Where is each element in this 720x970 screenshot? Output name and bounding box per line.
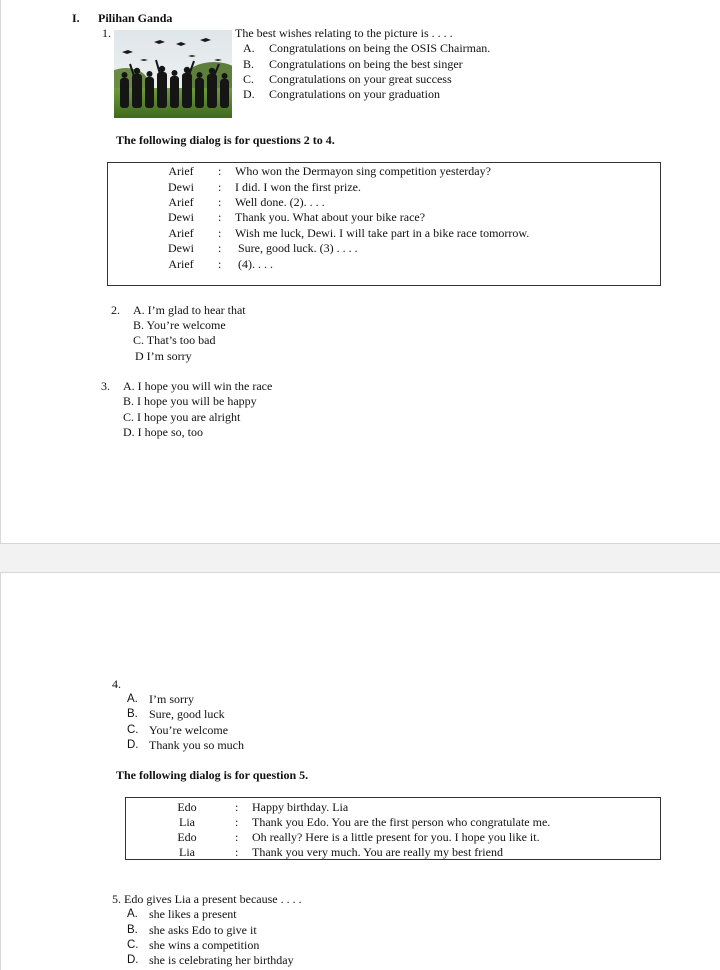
- dialog-speaker: Edo: [177, 830, 197, 844]
- dialog-line: [108, 226, 658, 241]
- dialog-line: [108, 257, 658, 272]
- dialog-line: [108, 180, 658, 195]
- q1-option-c-letter: C.: [243, 72, 255, 86]
- dialog-colon: :: [235, 830, 239, 844]
- q5-option-c-letter: C.: [127, 939, 139, 951]
- dialog-colon: :: [218, 195, 222, 209]
- dialog-speaker: Dewi: [168, 180, 194, 194]
- dialog-speaker: Arief: [168, 257, 194, 271]
- q5-option-d: she is celebrating her birthday: [149, 953, 294, 967]
- dialog-colon: :: [218, 241, 222, 255]
- q5-option-b: she asks Edo to give it: [149, 923, 257, 937]
- dialog-line: [126, 815, 658, 830]
- dialog-colon: :: [235, 845, 239, 859]
- dialog-line: [126, 845, 658, 860]
- dialog-speaker: Arief: [168, 195, 194, 209]
- dialog-line: [108, 241, 658, 256]
- q1-option-b-letter: B.: [243, 57, 255, 71]
- q1-option-d: Congratulations on your graduation: [269, 87, 440, 101]
- q5-option-b-letter: B.: [127, 924, 138, 936]
- q5-prompt: 5. Edo gives Lia a present because . . . .: [112, 892, 302, 906]
- q3-option-a: A. I hope you will win the race: [123, 379, 273, 393]
- q2-option-d: D I’m sorry: [135, 349, 192, 363]
- dialog-colon: :: [218, 257, 222, 271]
- dialog1-heading: The following dialog is for questions 2 to 4.: [116, 133, 335, 147]
- page-break: [0, 543, 720, 573]
- q5-option-a-letter: A.: [127, 908, 138, 920]
- dialog2-box: [125, 797, 661, 860]
- q2-number: 2.: [111, 303, 120, 317]
- dialog-speaker: Dewi: [168, 210, 194, 224]
- q4-option-d: Thank you so much: [149, 738, 244, 752]
- dialog-speaker: Arief: [168, 164, 194, 178]
- dialog-speaker: Dewi: [168, 241, 194, 255]
- dialog-line: [126, 800, 658, 815]
- q4-option-b-letter: B.: [127, 708, 138, 720]
- q1-option-a-letter: A.: [243, 41, 255, 55]
- q2-option-b: B. You’re welcome: [133, 318, 226, 332]
- dialog-text: Happy birthday. Lia: [252, 800, 349, 814]
- dialog2-heading: The following dialog is for question 5.: [116, 768, 309, 782]
- dialog-colon: :: [218, 226, 222, 240]
- dialog-text: (4). . . .: [235, 257, 273, 271]
- q5-option-c: she wins a competition: [149, 938, 260, 952]
- q4-option-a-letter: A.: [127, 693, 138, 705]
- dialog-colon: :: [235, 815, 239, 829]
- dialog-line: [108, 164, 658, 179]
- dialog-text: Sure, good luck. (3) . . . .: [235, 241, 358, 255]
- q3-option-b: B. I hope you will be happy: [123, 394, 257, 408]
- q5-option-a: she likes a present: [149, 907, 237, 921]
- document-page-2: [0, 573, 720, 970]
- q3-option-d: D. I hope so, too: [123, 425, 203, 439]
- dialog1-box: [107, 162, 661, 286]
- dialog-text: Wish me luck, Dewi. I will take part in a bike race tomorrow.: [235, 226, 530, 240]
- dialog-text: Thank you. What about your bike race?: [235, 210, 426, 224]
- dialog-speaker: Edo: [177, 800, 197, 814]
- q4-option-d-letter: D.: [127, 739, 139, 751]
- dialog-line: [108, 195, 658, 210]
- dialog-speaker: Lia: [179, 815, 195, 829]
- section-title: Pilihan Ganda: [98, 11, 173, 25]
- dialog-text: Oh really? Here is a little present for you. I hope you like it.: [252, 830, 540, 844]
- q5-option-d-letter: D.: [127, 954, 139, 966]
- q4-number: 4.: [112, 677, 121, 691]
- q3-option-c: C. I hope you are alright: [123, 410, 241, 424]
- q2-option-c: C. That’s too bad: [133, 333, 216, 347]
- q4-option-c-letter: C.: [127, 724, 139, 736]
- dialog-speaker: Lia: [179, 845, 195, 859]
- q1-option-b: Congratulations on being the best singer: [269, 57, 463, 71]
- dialog-colon: :: [218, 164, 222, 178]
- q1-prompt: The best wishes relating to the picture is . . . .: [235, 26, 453, 40]
- dialog-line: [126, 830, 658, 845]
- dialog-text: I did. I won the first prize.: [235, 180, 361, 194]
- q1-option-c: Congratulations on your great success: [269, 72, 452, 86]
- dialog-colon: :: [218, 210, 222, 224]
- dialog-text: Who won the Dermayon sing competition yesterday?: [235, 164, 491, 178]
- q3-number: 3.: [101, 379, 110, 393]
- q4-option-c: You’re welcome: [149, 723, 229, 737]
- q1-option-a: Congratulations on being the OSIS Chairman.: [269, 41, 491, 55]
- q4-option-a: I’m sorry: [149, 692, 194, 706]
- dialog-text: Thank you very much. You are really my best friend: [252, 845, 503, 859]
- q1-option-d-letter: D.: [243, 87, 255, 101]
- dialog-text: Thank you Edo. You are the first person who congratulate me.: [252, 815, 551, 829]
- q1-number: 1.: [102, 26, 111, 40]
- dialog-colon: :: [235, 800, 239, 814]
- dialog-line: [108, 210, 658, 225]
- q2-option-a: A. I’m glad to hear that: [133, 303, 246, 317]
- graduation-photo: [114, 30, 232, 118]
- dialog-text: Well done. (2). . . .: [235, 195, 325, 209]
- q4-option-b: Sure, good luck: [149, 707, 225, 721]
- dialog-speaker: Arief: [168, 226, 194, 240]
- dialog-colon: :: [218, 180, 222, 194]
- section-number: I.: [72, 11, 80, 25]
